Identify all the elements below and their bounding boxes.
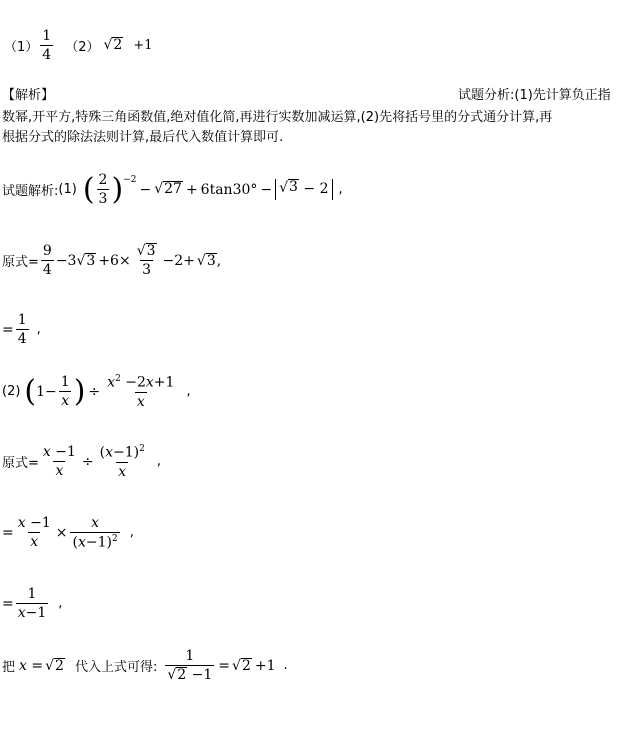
solution-part2-substitute: 把 x = √ 2 代入上式可得: 1 √ 2 −1 = √ 2 +1 . — [2, 648, 288, 684]
analysis-line1: (1)先计算负正指 — [514, 88, 611, 103]
analysis-intro — [458, 84, 611, 103]
answer-label-1: （1） — [4, 40, 39, 56]
solution-part2-step1: 原式= $\frac{x -1}{x}$ ÷ $\frac{(x-1)^2}{x}$ , — [2, 444, 161, 480]
period: . — [283, 658, 288, 674]
answer-fraction-1 — [40, 28, 53, 63]
substitute-mid: 代入上式可得: — [74, 660, 158, 676]
solution-part2-expression: (2) ( 1− $\frac{1}{x}$ ) ÷ $\frac{x^2 -2x+1}{x}$ , — [2, 373, 191, 410]
orig-label-2: 原式= — [2, 456, 39, 472]
answer-sqrt — [103, 37, 123, 53]
analysis-line2: 数幂,开平方,特殊三角函数值,绝对值化简,再进行实数加减运算,(2)先将括号里的分式通分计算,再 — [2, 110, 553, 125]
part2-tag: (2) — [2, 384, 21, 400]
analysis-line3: 根据分式的除法法则计算,最后代入数值计算即可. — [2, 130, 284, 145]
answer-label-2: （2） — [65, 40, 100, 56]
equals-sign: = — [2, 321, 14, 338]
solution-label: 试题解析: — [2, 184, 59, 200]
answer-tail: +1 — [133, 38, 153, 54]
substitute-prefix: 把 — [2, 660, 16, 676]
orig-label: 原式= — [2, 255, 39, 271]
part1-tag: (1) — [58, 182, 77, 198]
answer-line — [4, 28, 153, 63]
analysis-intro-label: 试题分析: — [458, 88, 515, 103]
solution-part1-expression: 试题解析: (1) ( $\frac{2}{3}$ ) −2 − √ 27 + 6tan30° − √ 3 − 2 , — [2, 171, 343, 208]
solution-part1-result: = $\frac{1}{4}$ , — [2, 312, 41, 348]
solution-part2-step2: = $\frac{x -1}{x}$ × $\frac{x}{(x-1)^2}$ , — [2, 515, 134, 551]
solution-part2-result: = $\frac{1}{x-1}$ , — [2, 586, 63, 622]
radical-sign: √ — [103, 37, 113, 54]
radicand: 2 — [113, 37, 123, 54]
solution-part1-step1: 原式= $\frac{9}{4}$ −3 √ 3 +6× √ 3 3 −2+ √ 3 , — [2, 243, 222, 279]
fraction-numerator: 1 — [42, 28, 52, 44]
analysis-heading: 【解析】 — [2, 88, 55, 103]
fraction-denominator: 4 — [42, 47, 52, 64]
